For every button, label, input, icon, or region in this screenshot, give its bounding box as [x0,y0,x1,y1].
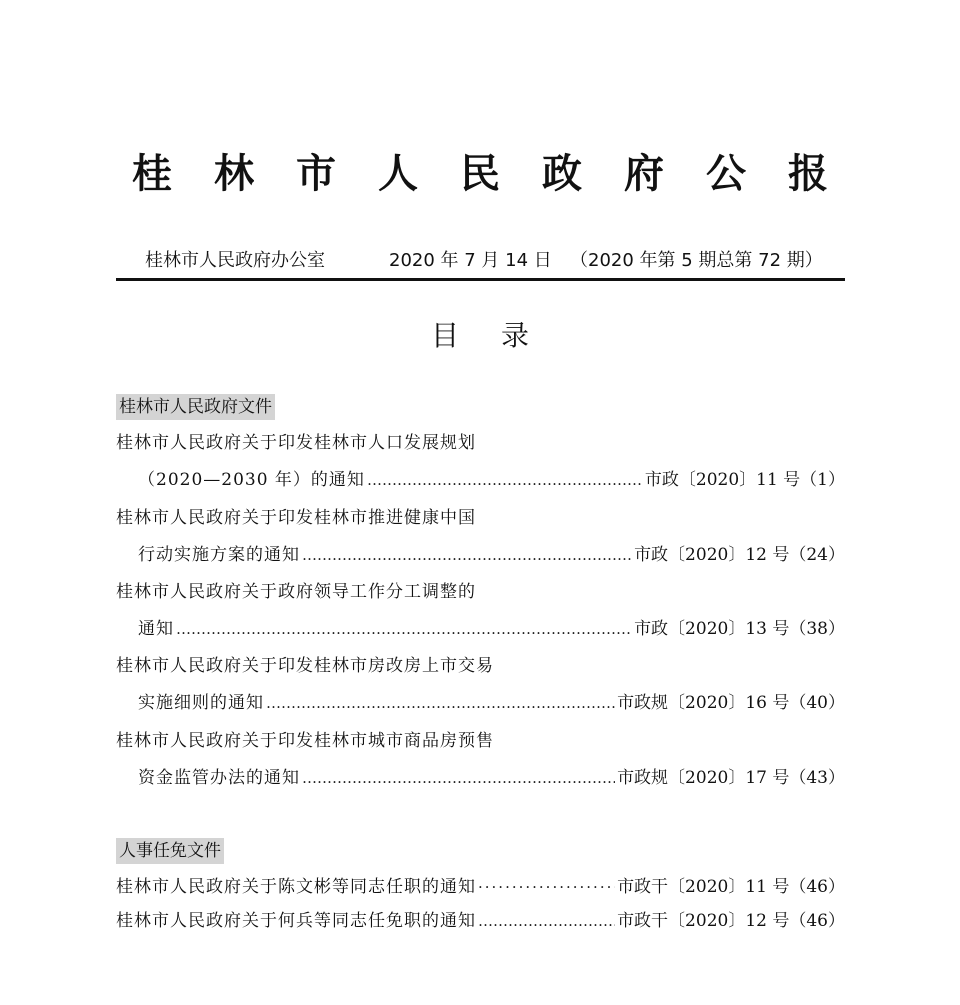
toc-entry-7-reference: 市政干〔2020〕12 号（46） [617,911,845,931]
toc-entry-4-title-end: 实施细则的通知 [138,693,264,713]
toc-entry-4-continuation[interactable] [138,688,845,718]
leader-dots [176,614,632,644]
leader-dots [302,763,615,793]
toc-entry-5-title-end: 资金监管办法的通知 [138,768,300,788]
toc-title: 目录 [430,319,571,352]
toc-entry-7[interactable] [116,906,845,936]
leader-dots [266,688,615,718]
toc-entry-3-title[interactable]: 桂林市人民政府关于政府领导工作分工调整的 [116,582,476,602]
toc-entry-4-reference: 市政规〔2020〕16 号（40） [617,693,845,713]
leader-dots [478,906,615,936]
toc-entry-1-title-end: （2020—2030 年）的通知 [138,470,365,490]
toc-entry-7-title: 桂林市人民政府关于何兵等同志任免职的通知 [116,911,476,931]
toc-entry-2-reference: 市政〔2020〕12 号（24） [634,545,845,565]
toc-entry-3-continuation[interactable] [138,614,845,644]
leader-dots [367,465,643,495]
toc-entry-3-reference: 市政〔2020〕13 号（38） [634,619,845,639]
toc-entry-4-title[interactable]: 桂林市人民政府关于印发桂林市房改房上市交易 [116,656,494,676]
header-rule [116,278,845,281]
toc-entry-1-continuation[interactable] [138,465,845,495]
issuing-office: 桂林市人民政府办公室 [145,250,325,271]
toc-entry-5-continuation[interactable] [138,763,845,793]
toc-entry-2-title-end: 行动实施方案的通知 [138,545,300,565]
toc-entry-5-title[interactable]: 桂林市人民政府关于印发桂林市城市商品房预售 [116,731,494,751]
leader-dots [478,872,615,902]
bulletin-title: 桂林市人民政府公报 [132,150,870,197]
toc-entry-2-continuation[interactable] [138,540,845,570]
toc-entry-1-title[interactable]: 桂林市人民政府关于印发桂林市人口发展规划 [116,433,476,453]
issue-date: 2020 年 7 月 14 日 [389,250,552,271]
section-heading-government-documents: 桂林市人民政府文件 [116,394,275,420]
issue-number: （2020 年第 5 期总第 72 期） [570,250,823,271]
toc-entry-6-title: 桂林市人民政府关于陈文彬等同志任职的通知 [116,877,476,897]
toc-entry-5-reference: 市政规〔2020〕17 号（43） [617,768,845,788]
toc-entry-1-reference: 市政〔2020〕11 号（1） [644,470,845,490]
toc-entry-6[interactable] [116,872,845,902]
toc-entry-2-title[interactable]: 桂林市人民政府关于印发桂林市推进健康中国 [116,508,476,528]
toc-entry-6-reference: 市政干〔2020〕11 号（46） [617,877,845,897]
section-heading-personnel-appointments: 人事任免文件 [116,838,224,864]
leader-dots [302,540,632,570]
toc-entry-3-title-end: 通知 [138,619,174,639]
